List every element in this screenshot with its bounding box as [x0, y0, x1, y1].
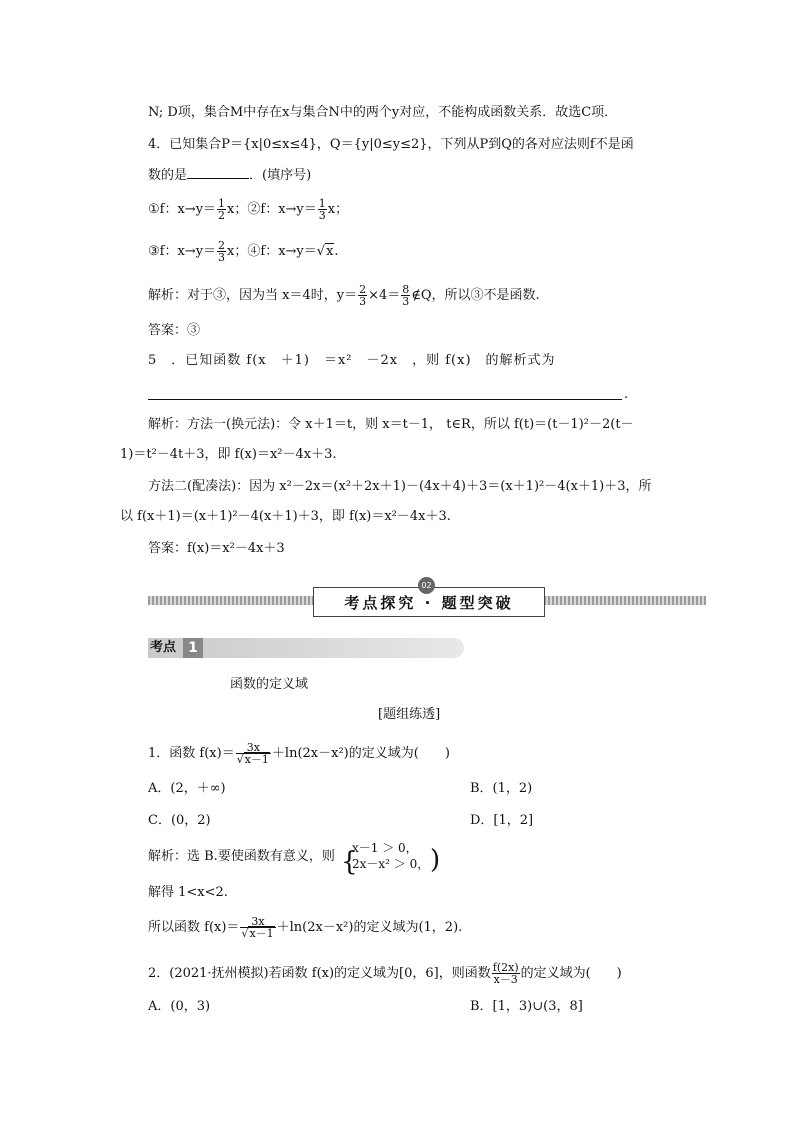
p1-condition-1: x－1 ＞ 0，	[352, 841, 418, 855]
topic-title: 函数的定义域	[230, 677, 309, 692]
q5-blank-period: .	[624, 387, 629, 402]
fraction: $\frac{3x}{√x-1}$	[241, 915, 274, 940]
q5-answer: 答案：f(x)＝x²－4x＋3	[148, 541, 285, 556]
top-answer-line: N; D项，集合M中存在x与集合N中的两个y对应，不能构成函数关系．故选C项．	[148, 105, 618, 120]
fraction: $\frac{2}{3}$	[218, 239, 226, 264]
q4-options-1-2: ①f：x→y＝ $\frac{1}{2}$ x；②f：x→y＝ $\frac{1}{3}$ x；	[148, 197, 349, 222]
fraction: $\frac{1}{3}$	[318, 197, 326, 222]
p1-solve: 解得 1<x<2.	[148, 885, 228, 900]
brace-right: )	[430, 845, 441, 875]
fraction: $\frac{2}{3}$	[359, 283, 367, 308]
q4-answer-blank	[187, 166, 249, 179]
banner-right-band	[544, 596, 706, 605]
p1-option-d: D．[1，2]	[470, 813, 534, 828]
q5-analysis-4: 以 f(x＋1)＝(x＋1)²－4(x＋1)＋3，即 f(x)＝x²－4x＋3.	[120, 509, 451, 524]
p2-option-a: A．(0，3)	[148, 999, 211, 1014]
kaodian-number: 1	[183, 638, 203, 658]
banner-left-band	[148, 596, 313, 605]
p1-option-a: A．(2，＋∞)	[148, 781, 226, 796]
brace-left: {	[341, 847, 358, 877]
q5-analysis-1: 解析：方法一(换元法)：令 x＋1＝t，则 x＝t－1， t∈R，所以 f(t)＝(t－1)²－2(t－	[148, 417, 634, 432]
section-banner-title: 考点探究 · 题型突破	[344, 593, 514, 612]
q4-stem-line1: 4．已知集合P＝{x|0≤x≤4}，Q＝{y|0≤y≤2}，下列从P到Q的各对应法则f不是函	[148, 137, 634, 152]
q4-stem-line2: 数的是 ．(填序号)	[148, 168, 312, 183]
q5-stem: 5 ．已知函数 f(x ＋1) ＝x² －2x ，则 f(x) 的解析式为	[148, 353, 556, 368]
q4-answer: 答案：③	[148, 323, 201, 338]
q4-options-3-4: ③f：x→y＝ $\frac{2}{3}$ x；④f：x→y＝√x.	[148, 239, 339, 264]
p1-condition-2: 2x－x² ＞ 0，	[352, 857, 430, 871]
group-title: [题组练透]	[378, 707, 441, 722]
fraction: $\frac{3x}{√x-1}$	[236, 741, 269, 766]
q5-analysis-2: 1)＝t²－4t＋3，即 f(x)＝x²－4x＋3.	[120, 447, 337, 462]
p2-stem: 2．(2021·抚州模拟)若函数 f(x)的定义域为[0，6]，则函数 $\frac{f(2x)}{x-3}$ 的定义域为( )	[148, 961, 622, 986]
p1-analysis: 解析：选 B.要使函数有意义，则	[148, 849, 335, 864]
kaodian-label: 考点	[150, 640, 177, 655]
fraction: $\frac{1}{2}$	[218, 197, 226, 222]
fraction: $\frac{f(2x)}{x-3}$	[492, 961, 519, 986]
p2-option-b: B．[1，3)∪(3，8]	[470, 999, 583, 1014]
q5-analysis-3: 方法二(配凑法)：因为 x²－2x＝(x²＋2x＋1)－(4x＋4)＋3＝(x＋1)²－4(x＋1)＋3，所	[148, 479, 652, 494]
q4-analysis: 解析：对于③，因为当 x＝4时，y＝ $\frac{2}{3}$ ×4＝ $\frac{8}{3}$ ∉Q，所以③不是函数.	[148, 283, 540, 308]
p1-stem: 1．函数 f(x)＝ $\frac{3x}{√x-1}$ ＋ln(2x－x²)的定义域为( )	[148, 741, 450, 766]
p1-option-b: B．(1，2)	[470, 781, 533, 796]
q5-answer-blank	[148, 399, 622, 400]
fraction: $\frac{8}{3}$	[402, 283, 410, 308]
p1-conclusion: 所以函数 f(x)＝ $\frac{3x}{√x-1}$ ＋ln(2x－x²)的定义域为(1，2).	[148, 915, 463, 940]
p1-option-c: C．(0，2)	[148, 813, 211, 828]
section-badge: 02	[418, 577, 435, 594]
